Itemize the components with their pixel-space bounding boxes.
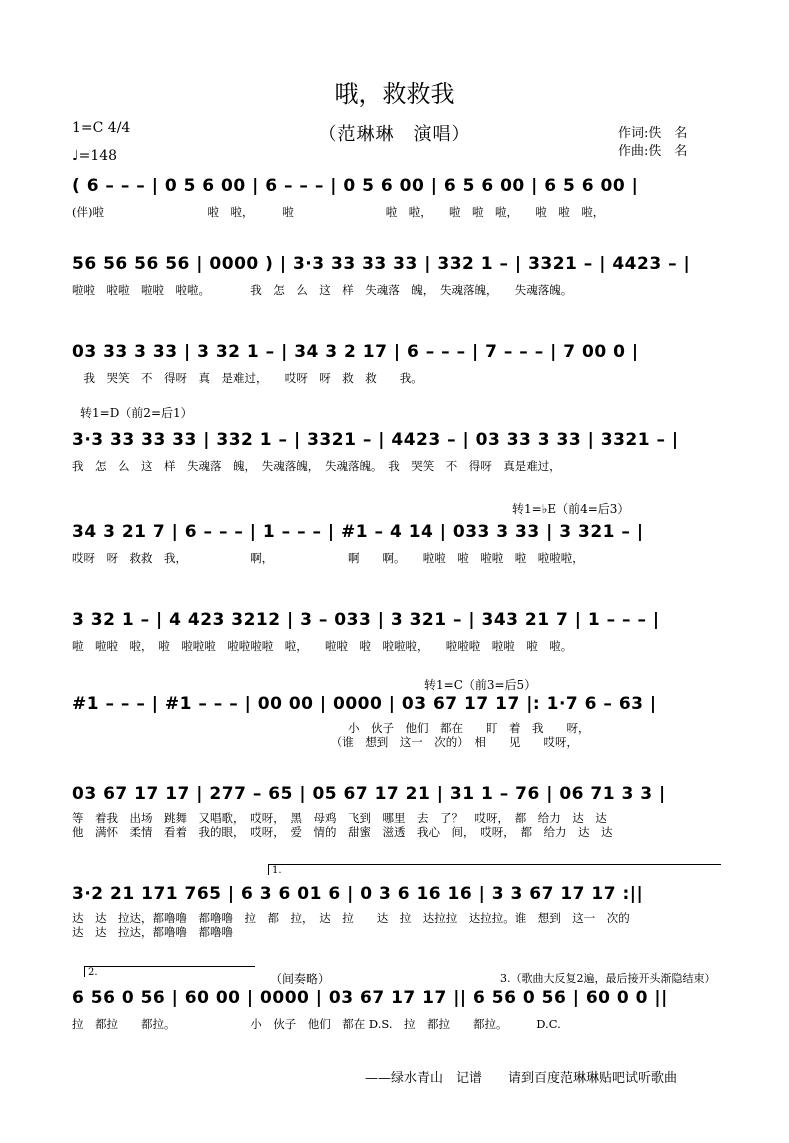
- volta-label: 2.: [88, 967, 98, 978]
- volta-bracket-1: [268, 864, 721, 875]
- lyricist-credit: 作词:佚 名: [618, 126, 688, 141]
- notes-line: ( 6 – – – | 0 5 6 00 | 6 – – – | 0 5 6 00 | 6 5 6 00 | 6 5 6 00 |: [72, 176, 639, 196]
- repeat-instruction: 3.（歌曲大反复2遍，最后接开头渐隐结束）: [500, 972, 716, 985]
- lyric-line: 小 伙子 他们 都在 盯 着 我 呀，: [72, 721, 590, 735]
- notes-line: 03 33 3 33 | 3 32 1 – | 34 3 2 17 | 6 – – – | 7 – – – | 7 00 0 |: [72, 342, 639, 362]
- notes-line: 56 56 56 56 | 0000 ) | 3·3 33 33 33 | 332 1 – | 3321 – | 4423 – |: [72, 254, 691, 274]
- lyric-line: 等 着我 出场 跳舞 又唱歌， 哎呀， 黑 母鸡 飞到 哪里 去 了？ 哎呀， 都 给力 达 达: [72, 811, 607, 825]
- interlude-note: （间奏略）: [270, 972, 331, 986]
- lyric-line: 达 达 拉达，都噜噜 都噜噜: [72, 925, 233, 939]
- lyric-line: 他 满怀 柔情 看着 我的眼， 哎呀， 爱 情的 甜蜜 滋透 我心 间， 哎呀， 都 给力 达 达: [72, 825, 613, 839]
- performer-line: （范琳琳 演唱）: [318, 124, 471, 145]
- volta-label: 1.: [272, 865, 282, 876]
- lyric-line: 哎呀 呀 救救 我， 啊， 啊 啊。 啦啦 啦 啦啦 啦 啦啦啦，: [72, 551, 584, 565]
- notes-line: #1 – – – | #1 – – – | 00 00 | 0000 | 03 67 17 17 |: 1·7 6 – 63 |: [72, 694, 657, 714]
- notes-line: 3 32 1 – | 4 423 3212 | 3 – 033 | 3 321 – | 343 21 7 | 1 – – – |: [72, 610, 660, 630]
- lyric-line: 啦 啦啦 啦， 啦 啦啦啦 啦啦啦啦 啦， 啦啦 啦 啦啦啦， 啦啦啦 啦啦 啦 啦。: [72, 639, 573, 653]
- transcriber-credit: ——绿水青山 记谱 请到百度范琳琳贴吧试听歌曲: [365, 1071, 678, 1086]
- notes-line: 03 67 17 17 | 277 – 65 | 05 67 17 21 | 31 1 – 76 | 06 71 3 3 |: [72, 784, 666, 804]
- lyric-line: 达 达 拉达，都噜噜 都噜噜 拉 都 拉， 达 拉 达 拉 达拉拉 达拉拉。谁 想到 这一 次的: [72, 911, 630, 925]
- notes-line: 3·3 33 33 33 | 332 1 – | 3321 – | 4423 – | 03 33 3 33 | 3321 – |: [72, 430, 679, 450]
- key-signature: 1=C 4/4: [72, 120, 131, 136]
- modulation-mark: 转1=C（前3=后5）: [424, 678, 537, 692]
- modulation-mark: 转1=D（前2=后1）: [80, 406, 193, 420]
- lyric-line: 我 怎 么 这 样 失魂落 魄， 失魂落魄， 失魂落魄。 我 哭笑 不 得呀 真是难过，: [72, 459, 561, 473]
- song-title: 哦，救救我: [334, 80, 455, 108]
- modulation-mark: 转1=♭E（前4=后3）: [512, 502, 630, 516]
- volta-bracket-2: [84, 966, 255, 977]
- lyric-line: 我 哭笑 不 得呀 真 是难过， 哎呀 呀 救 救 我。: [72, 371, 423, 385]
- tempo-mark: ♩=148: [72, 148, 118, 164]
- lyric-line: 拉 都拉 都拉。 小 伙子 他们 都在 D.S. 拉 都拉 都拉。 D.C.: [72, 1017, 561, 1031]
- lyric-line: （谁 想到 这一 次的） 相 见 哎呀，: [72, 735, 578, 749]
- lyric-line: (伴)啦 啦 啦， 啦 啦 啦， 啦 啦 啦， 啦 啦 啦，: [72, 205, 605, 219]
- lyric-line: 啦啦 啦啦 啦啦 啦啦。 我 怎 么 这 样 失魂落 魄， 失魂落魄， 失魂落魄。: [72, 283, 573, 297]
- notes-line: 3·2 21 171 765 | 6 3 6 01 6 | 0 3 6 16 16 | 3 3 67 17 17 :||: [72, 884, 644, 904]
- notes-line: 6 56 0 56 | 60 00 | 0000 | 03 67 17 17 || 6 56 0 56 | 60 0 0 ||: [72, 988, 668, 1008]
- notes-line: 34 3 21 7 | 6 – – – | 1 – – – | #1 – 4 14 | 033 3 33 | 3 321 – |: [72, 522, 644, 542]
- composer-credit: 作曲:佚 名: [618, 144, 688, 159]
